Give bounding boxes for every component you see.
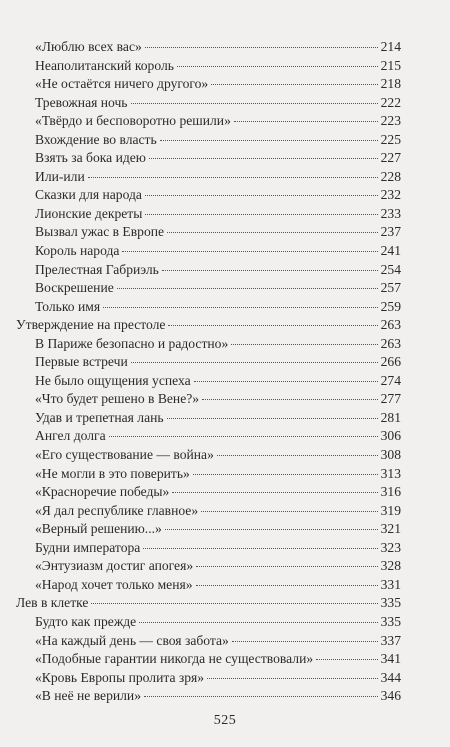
toc-entry-title: Воскрешение	[35, 280, 114, 296]
dot-leader	[131, 103, 378, 104]
toc-entry	[16, 186, 401, 205]
toc-entry-title: «Красноречие победы»	[35, 484, 170, 500]
dot-leader	[217, 455, 378, 456]
dot-leader	[177, 66, 378, 67]
toc-entry-page: 263	[380, 317, 401, 333]
toc-entry-title: «Люблю всех вас»	[35, 39, 142, 54]
toc-entry-page: 328	[380, 558, 401, 574]
toc-entry-title: «Я дал республике главное»	[35, 502, 199, 518]
toc-entry	[16, 483, 401, 502]
toc-entry-page: 331	[380, 576, 401, 592]
toc-entry	[16, 650, 401, 669]
dot-leader	[91, 603, 377, 604]
dot-leader	[109, 436, 378, 437]
toc-entry	[16, 149, 401, 168]
toc-entry	[16, 353, 401, 372]
toc-entry-page: 241	[380, 243, 401, 259]
toc-entry-title: В Париже безопасно и радостно»	[35, 335, 229, 351]
dot-leader	[145, 195, 378, 196]
toc-entry-page: 225	[380, 131, 401, 147]
dot-leader	[149, 158, 378, 159]
dot-leader	[316, 659, 377, 660]
toc-entry	[16, 520, 401, 539]
toc-entry-page: 306	[380, 428, 401, 444]
toc-entry	[16, 669, 401, 688]
toc-entry-page: 335	[380, 595, 401, 611]
toc-entry-title: «Что будет решено в Вене?»	[35, 391, 200, 407]
toc-entry	[16, 409, 401, 428]
dot-leader	[162, 270, 378, 271]
toc-entry	[16, 242, 401, 261]
toc-entry-title: Ангел долга	[35, 428, 106, 444]
toc-entry-page: 218	[380, 76, 401, 92]
toc-entry	[16, 446, 401, 465]
dot-leader	[165, 529, 378, 530]
dot-leader	[144, 696, 378, 697]
toc-entry-page: 232	[380, 187, 401, 203]
toc-entry	[16, 613, 401, 632]
toc-entry-title: Вхождение во власть	[35, 131, 157, 147]
toc-entry-page: 319	[380, 502, 401, 518]
toc-entry	[16, 372, 401, 391]
toc-entry-title: Или-или	[35, 168, 85, 184]
dot-leader	[211, 84, 377, 85]
toc-entry-page: 214	[380, 39, 401, 54]
toc-entry-title: Сказки для народа	[35, 187, 142, 203]
toc-entry-page: 341	[380, 651, 401, 667]
toc-entry	[16, 539, 401, 558]
toc-entry	[16, 687, 401, 706]
dot-leader	[160, 140, 378, 141]
dot-leader	[231, 344, 377, 345]
toc-entry-page: 281	[380, 409, 401, 425]
toc-entry	[16, 94, 401, 113]
toc-entry	[16, 168, 401, 187]
toc-entry	[16, 632, 401, 651]
toc-entry-page: 313	[380, 465, 401, 481]
toc-entry-title: Прелестная Габриэль	[35, 261, 159, 277]
page-number: 525	[213, 713, 237, 728]
toc-entry	[16, 57, 401, 76]
toc-entry-title: Король народа	[35, 243, 120, 259]
dot-leader	[122, 251, 377, 252]
dot-leader	[139, 622, 377, 623]
toc-entry-title: Тревожная ночь	[35, 94, 128, 110]
toc-entry-page: 228	[380, 168, 401, 184]
dot-leader	[202, 399, 378, 400]
toc-entry-page: 337	[380, 632, 401, 648]
toc-entry-title: Удав и трепетная лань	[35, 409, 164, 425]
dot-leader	[131, 362, 378, 363]
toc-entry-page: 266	[380, 354, 401, 370]
toc-entry-title: Взять за бока идею	[35, 150, 146, 166]
dot-leader	[196, 585, 378, 586]
toc-entry	[16, 205, 401, 224]
toc-entry	[16, 557, 401, 576]
dot-leader	[145, 214, 377, 215]
toc-entry	[16, 261, 401, 280]
toc-entry-page: 321	[380, 521, 401, 537]
toc-entry-title: «Народ хочет только меня»	[35, 576, 193, 592]
toc-entry	[16, 112, 401, 131]
toc-entry-page: 259	[380, 298, 401, 314]
toc-entry	[16, 576, 401, 595]
toc-entry-title: Неаполитанский король	[35, 57, 174, 73]
toc-entry-page: 344	[380, 669, 401, 685]
toc-entry-title: «Верный решению...»	[35, 521, 162, 537]
toc-entry	[16, 298, 401, 317]
dot-leader	[196, 566, 377, 567]
dot-leader	[232, 641, 378, 642]
dot-leader	[88, 177, 378, 178]
toc-entry-title: «Подобные гарантии никогда не существовали»	[35, 651, 314, 667]
dot-leader	[207, 678, 378, 679]
dot-leader	[172, 492, 377, 493]
toc-entry-title: «Его существование — война»	[35, 447, 214, 463]
toc-entry-title: Будни императора	[35, 539, 141, 555]
dot-leader	[167, 232, 378, 233]
toc-entry-title: Первые встречи	[35, 354, 128, 370]
toc-entry-page: 323	[380, 539, 401, 555]
toc-entry-title: Вызвал ужас в Европе	[35, 224, 165, 240]
dot-leader	[117, 288, 378, 289]
toc-entry-title: Утверждение на престоле	[16, 317, 166, 333]
dot-leader	[194, 381, 378, 382]
toc-entry-page: 316	[380, 484, 401, 500]
table-of-contents	[16, 38, 401, 706]
toc-entry-title: «Не могли в это поверить»	[35, 465, 190, 481]
dot-leader	[168, 325, 377, 326]
toc-entry	[16, 465, 401, 484]
toc-entry-title: «Энтузиазм достиг апогея»	[35, 558, 194, 574]
toc-entry-title: Лионские декреты	[35, 205, 143, 221]
toc-entry	[16, 223, 401, 242]
toc-entry	[16, 131, 401, 150]
toc-entry-page: 227	[380, 150, 401, 166]
dot-leader	[145, 47, 378, 48]
toc-entry-title: «Не остаётся ничего другого»	[35, 76, 209, 92]
toc-entry	[16, 427, 401, 446]
toc-entry	[16, 502, 401, 521]
toc-entry	[16, 75, 401, 94]
toc-entry-page: 257	[380, 280, 401, 296]
toc-entry-page: 263	[380, 335, 401, 351]
toc-entry-page: 223	[380, 113, 401, 129]
toc-section-heading	[16, 316, 401, 335]
toc-entry	[16, 390, 401, 409]
toc-entry-title: Лев в клетке	[16, 595, 89, 611]
toc-entry-title: «Твёрдо и бесповоротно решили»	[35, 113, 231, 129]
toc-entry-page: 222	[380, 94, 401, 110]
toc-entry-page: 215	[380, 57, 401, 73]
toc-entry	[16, 279, 401, 298]
toc-entry-title: Будто как прежде	[35, 613, 137, 629]
dot-leader	[193, 474, 378, 475]
toc-entry-page: 254	[380, 261, 401, 277]
toc-entry-page: 308	[380, 447, 401, 463]
toc-section-heading	[16, 594, 401, 613]
toc-entry-page: 277	[380, 391, 401, 407]
toc-entry-page: 346	[380, 688, 401, 704]
dot-leader	[167, 418, 378, 419]
dot-leader	[143, 548, 377, 549]
toc-entry-title: Не было ощущения успеха	[35, 372, 191, 388]
toc-entry-title: «На каждый день — своя забота»	[35, 632, 229, 648]
toc-entry-page: 233	[380, 205, 401, 221]
toc-entry-page: 335	[380, 613, 401, 629]
toc-entry-title: Только имя	[35, 298, 101, 314]
toc-entry	[16, 38, 401, 57]
toc-entry-title: «Кровь Европы пролита зря»	[35, 669, 205, 685]
dot-leader	[201, 511, 377, 512]
toc-entry-title: «В неё не верили»	[35, 688, 142, 704]
toc-entry-page: 274	[380, 372, 401, 388]
dot-leader	[103, 307, 377, 308]
dot-leader	[234, 121, 378, 122]
toc-entry-page: 237	[380, 224, 401, 240]
toc-entry	[16, 335, 401, 354]
